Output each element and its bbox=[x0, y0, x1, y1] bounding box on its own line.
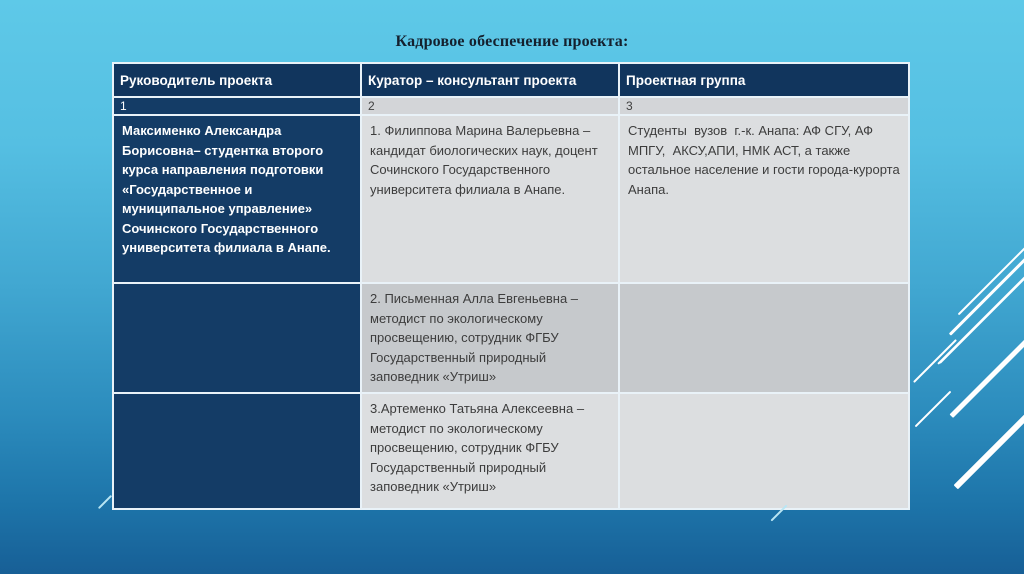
column-number-1: 1 bbox=[114, 98, 360, 114]
table-cell-leader-3 bbox=[114, 394, 360, 508]
staffing-table bbox=[112, 62, 910, 510]
column-number-2: 2 bbox=[362, 98, 618, 114]
column-header-leader: Руководитель проекта bbox=[114, 64, 360, 96]
diagonal-line-decoration bbox=[915, 391, 952, 428]
column-number-3: 3 bbox=[620, 98, 908, 114]
table-cell-group-2 bbox=[620, 284, 908, 392]
table-cell-group-1: Студенты вузов г.-к. Анапа: АФ СГУ, АФ МПГУ, АКСУ,АПИ, НМК АСТ, а также остальное население и гости города-курорта Анапа. bbox=[620, 116, 908, 282]
diagonal-line-decoration bbox=[98, 495, 112, 509]
diagonal-line-decoration bbox=[913, 339, 957, 383]
column-header-group: Проектная группа bbox=[620, 64, 908, 96]
slide-title: Кадровое обеспечение проекта: bbox=[395, 33, 629, 50]
table-cell-group-3 bbox=[620, 394, 908, 508]
table-cell-leader-1: Максименко Александра Борисовна– студентка второго курса направления подготовки «Государственное и муниципальное управление» Сочинского Государственного университета филиала в Анапе. bbox=[114, 116, 360, 282]
column-header-curator: Куратор – консультант проекта bbox=[362, 64, 618, 96]
table-cell-leader-2 bbox=[114, 284, 360, 392]
diagonal-line-decoration bbox=[958, 201, 1024, 316]
table-cell-curator-3: 3.Артеменко Татьяна Алексеевна – методист по экологическому просвещению, сотрудник ФГБУ Государственный природный заповедник «Утриш» bbox=[362, 394, 618, 508]
diagonal-line-decoration bbox=[954, 337, 1024, 490]
table-cell-curator-2: 2. Письменная Алла Евгеньевна – методист по экологическому просвещению, сотрудник ФГБУ Государственный природный заповедник «Утриш» bbox=[362, 284, 618, 392]
table-cell-curator-1: 1. Филиппова Марина Валерьевна – кандидат биологических наук, доцент Сочинского Государственного университета филиала в Анапе. bbox=[362, 116, 618, 282]
